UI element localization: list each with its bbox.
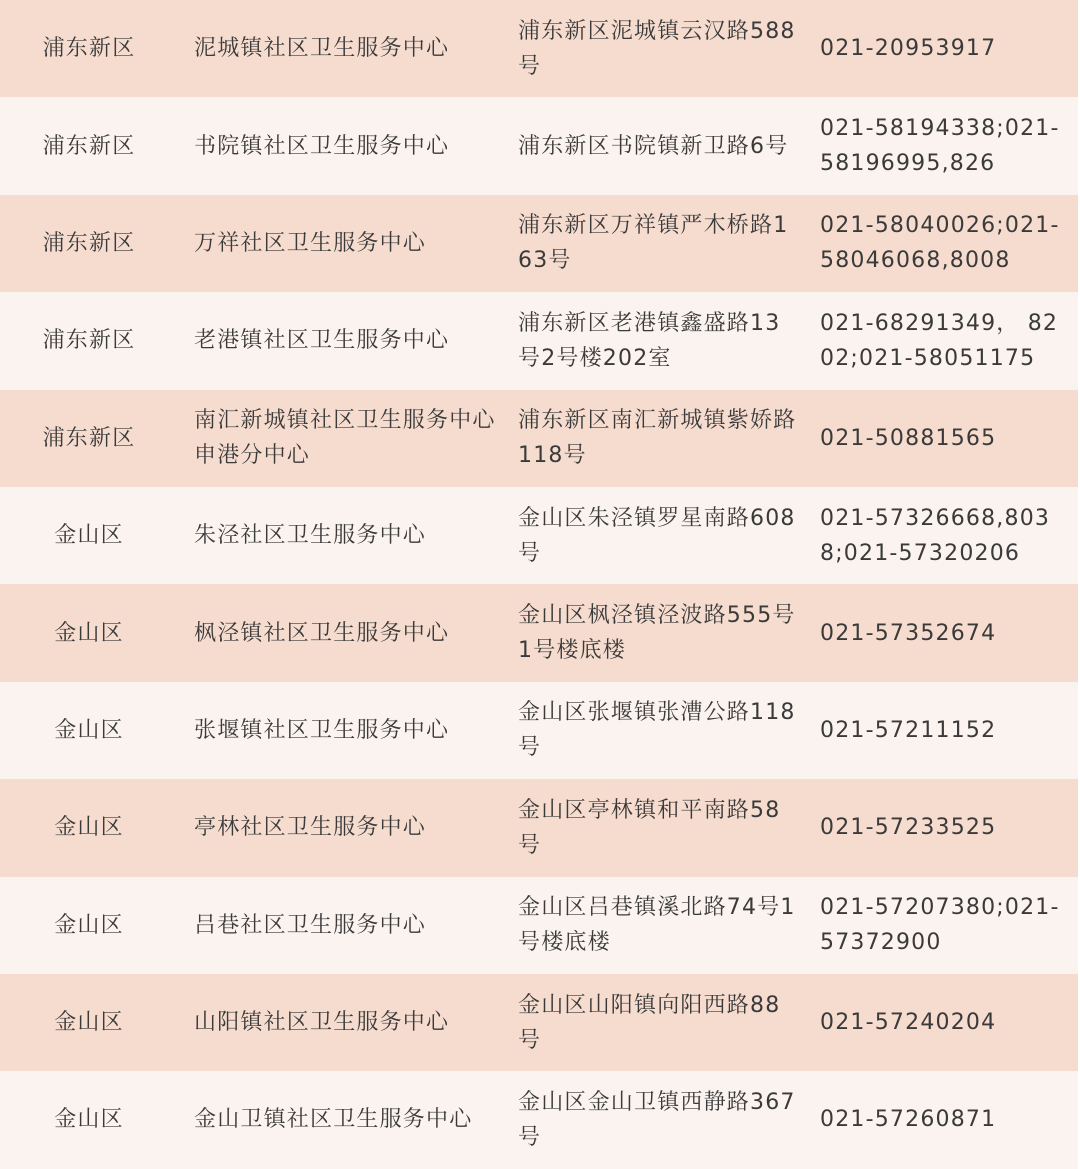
center-name-cell: 南汇新城镇社区卫生服务中心申港分中心 <box>194 408 496 469</box>
address-cell: 浦东新区老港镇鑫盛路13号2号楼202室 <box>518 310 781 371</box>
address-cell: 浦东新区万祥镇严木桥路163号 <box>518 213 789 274</box>
address-cell: 金山区山阳镇向阳西路88号 <box>518 992 781 1053</box>
phone-cell: 021-57240204 <box>820 1010 997 1036</box>
center-name-cell: 泥城镇社区卫生服务中心 <box>194 36 450 62</box>
address-cell: 金山区亭林镇和平南路58号 <box>518 797 781 858</box>
district-cell: 金山区 <box>54 1010 124 1036</box>
phone-cell: 021-57211152 <box>820 717 997 743</box>
phone-cell: 021-57233525 <box>820 815 997 841</box>
district-cell: 浦东新区 <box>42 133 136 159</box>
center-name-cell: 亭林社区卫生服务中心 <box>194 815 427 841</box>
phone-cell: 021-68291349， 8202;021-58051175 <box>820 310 1059 371</box>
table-row <box>0 390 1078 487</box>
address-cell: 金山区吕巷镇溪北路74号1号楼底楼 <box>518 895 796 956</box>
center-name-cell: 张堰镇社区卫生服务中心 <box>194 717 450 743</box>
center-name-cell: 老港镇社区卫生服务中心 <box>194 328 450 354</box>
phone-cell: 021-57207380;021-57372900 <box>820 895 1060 956</box>
address-cell: 浦东新区泥城镇云汉路588号 <box>518 18 796 79</box>
phone-cell: 021-58040026;021-58046068,8008 <box>820 213 1060 274</box>
table-row <box>0 487 1078 584</box>
center-name-cell: 朱泾社区卫生服务中心 <box>194 523 427 549</box>
address-cell: 金山区金山卫镇西静路367号 <box>518 1089 796 1150</box>
address-cell: 金山区枫泾镇泾波路555号1号楼底楼 <box>518 603 796 664</box>
table-row <box>0 1071 1078 1168</box>
district-cell: 金山区 <box>54 912 124 938</box>
address-cell: 金山区朱泾镇罗星南路608号 <box>518 505 796 566</box>
district-cell: 浦东新区 <box>42 230 136 256</box>
center-name-cell: 枫泾镇社区卫生服务中心 <box>194 620 450 646</box>
table-row <box>0 97 1078 194</box>
district-cell: 金山区 <box>54 523 124 549</box>
center-name-cell: 吕巷社区卫生服务中心 <box>194 912 427 938</box>
center-name-cell: 山阳镇社区卫生服务中心 <box>194 1010 450 1036</box>
district-cell: 金山区 <box>54 620 124 646</box>
district-cell: 浦东新区 <box>42 328 136 354</box>
center-name-cell: 书院镇社区卫生服务中心 <box>194 133 450 159</box>
table-row <box>0 0 1078 97</box>
table-row <box>0 877 1078 974</box>
district-cell: 金山区 <box>54 717 124 743</box>
phone-cell: 021-57260871 <box>820 1107 997 1133</box>
center-name-cell: 金山卫镇社区卫生服务中心 <box>194 1107 473 1133</box>
district-cell: 浦东新区 <box>42 36 136 62</box>
phone-cell: 021-50881565 <box>820 425 997 451</box>
district-cell: 金山区 <box>54 1107 124 1133</box>
address-cell: 金山区张堰镇张漕公路118号 <box>518 700 796 761</box>
table-row <box>0 584 1078 681</box>
phone-cell: 021-57326668,8038;021-57320206 <box>820 505 1051 566</box>
district-cell: 浦东新区 <box>42 425 136 451</box>
table-row <box>0 974 1078 1071</box>
district-cell: 金山区 <box>54 815 124 841</box>
address-cell: 浦东新区南汇新城镇紫娇路118号 <box>518 408 797 469</box>
phone-cell: 021-20953917 <box>820 36 997 62</box>
center-name-cell: 万祥社区卫生服务中心 <box>194 230 427 256</box>
phone-cell: 021-57352674 <box>820 620 997 646</box>
phone-cell: 021-58194338;021-58196995,826 <box>820 116 1060 177</box>
table-row <box>0 195 1078 292</box>
address-cell: 浦东新区书院镇新卫路6号 <box>518 133 789 159</box>
table-row <box>0 292 1078 389</box>
table-row <box>0 682 1078 779</box>
table-row <box>0 779 1078 876</box>
